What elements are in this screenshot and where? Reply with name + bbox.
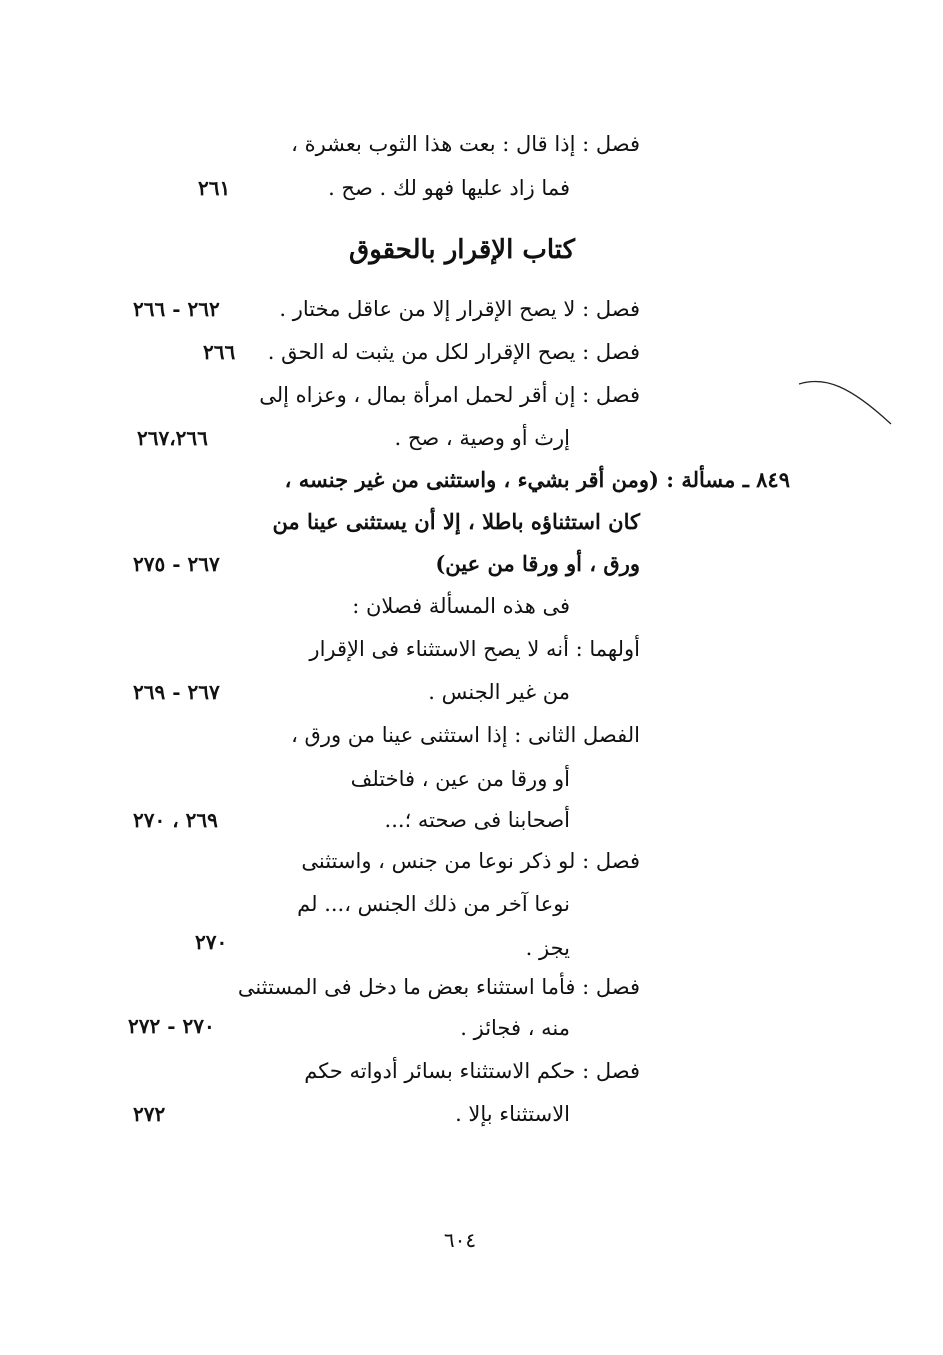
entry-line: فى هذه المسألة فصلان : — [352, 594, 570, 618]
entry-line: إرث أو وصية ، صح . — [394, 426, 570, 450]
entry-line: فما زاد عليها فهو لك . صح . — [328, 176, 570, 200]
entry-line: ٨٤٩ ـ مسألة : (ومن أقر بشيء ، واستثنى من غير جنسه ، — [284, 467, 790, 492]
entry-line: فصل : فأما استثناء بعض ما دخل فى المستثنى — [237, 975, 640, 999]
section-heading: كتاب الإقرار بالحقوق — [349, 235, 575, 265]
entry-line: منه ، فجائز . — [460, 1016, 570, 1040]
page-number: ٦٠٤ — [443, 1228, 477, 1252]
page-reference: ٢٦٧ - ٢٧٥ — [133, 552, 220, 576]
page-reference: ٢٦١ — [198, 176, 231, 200]
page-reference: ٢٦٧ - ٢٦٩ — [133, 680, 220, 704]
entry-line: فصل : إذا قال : بعت هذا الثوب بعشرة ، — [291, 132, 640, 156]
entry-line: فصل : لا يصح الإقرار إلا من عاقل مختار . — [279, 297, 640, 321]
entry-line: الفصل الثانى : إذا استثنى عينا من ورق ، — [291, 723, 640, 747]
entry-line: يجز . — [525, 936, 570, 960]
entry-line: فصل : لو ذكر نوعا من جنس ، واستثنى — [301, 849, 640, 873]
entry-line: فصل : إن أقر لحمل امرأة بمال ، وعزاه إلى — [259, 383, 640, 407]
page-reference: ٢٦٦ — [203, 340, 236, 364]
entry-line: من غير الجنس . — [428, 680, 570, 704]
entry-line: ورق ، أو ورقا من عين) — [435, 551, 640, 576]
page-reference: ٢٦٧،٢٦٦ — [137, 426, 208, 450]
page-reference: ٢٧٢ — [133, 1102, 166, 1126]
page-reference: ٢٧٠ - ٢٧٢ — [128, 1014, 215, 1038]
entry-line: كان استثناؤه باطلا ، إلا أن يستثنى عينا من — [272, 509, 640, 534]
entry-line: نوعا آخر من ذلك الجنس ،... لم — [297, 892, 570, 916]
page-reference: ٢٦٩ ، ٢٧٠ — [133, 808, 218, 832]
entry-line: أصحابنا فى صحته ؛... — [384, 808, 570, 832]
pen-stroke-mark — [795, 372, 895, 432]
page-reference: ٢٦٢ - ٢٦٦ — [133, 297, 220, 321]
entry-line: الاستثناء بإلا . — [455, 1102, 570, 1126]
entry-line: فصل : يصح الإقرار لكل من يثبت له الحق . — [267, 340, 640, 364]
entry-line: أو ورقا من عين ، فاختلف — [350, 767, 570, 791]
entry-line: أولهما : أنه لا يصح الاستثناء فى الإقرار — [309, 637, 640, 661]
page-reference: ٢٧٠ — [195, 930, 228, 954]
entry-line: فصل : حكم الاستثناء بسائر أدواته حكم — [304, 1059, 640, 1083]
